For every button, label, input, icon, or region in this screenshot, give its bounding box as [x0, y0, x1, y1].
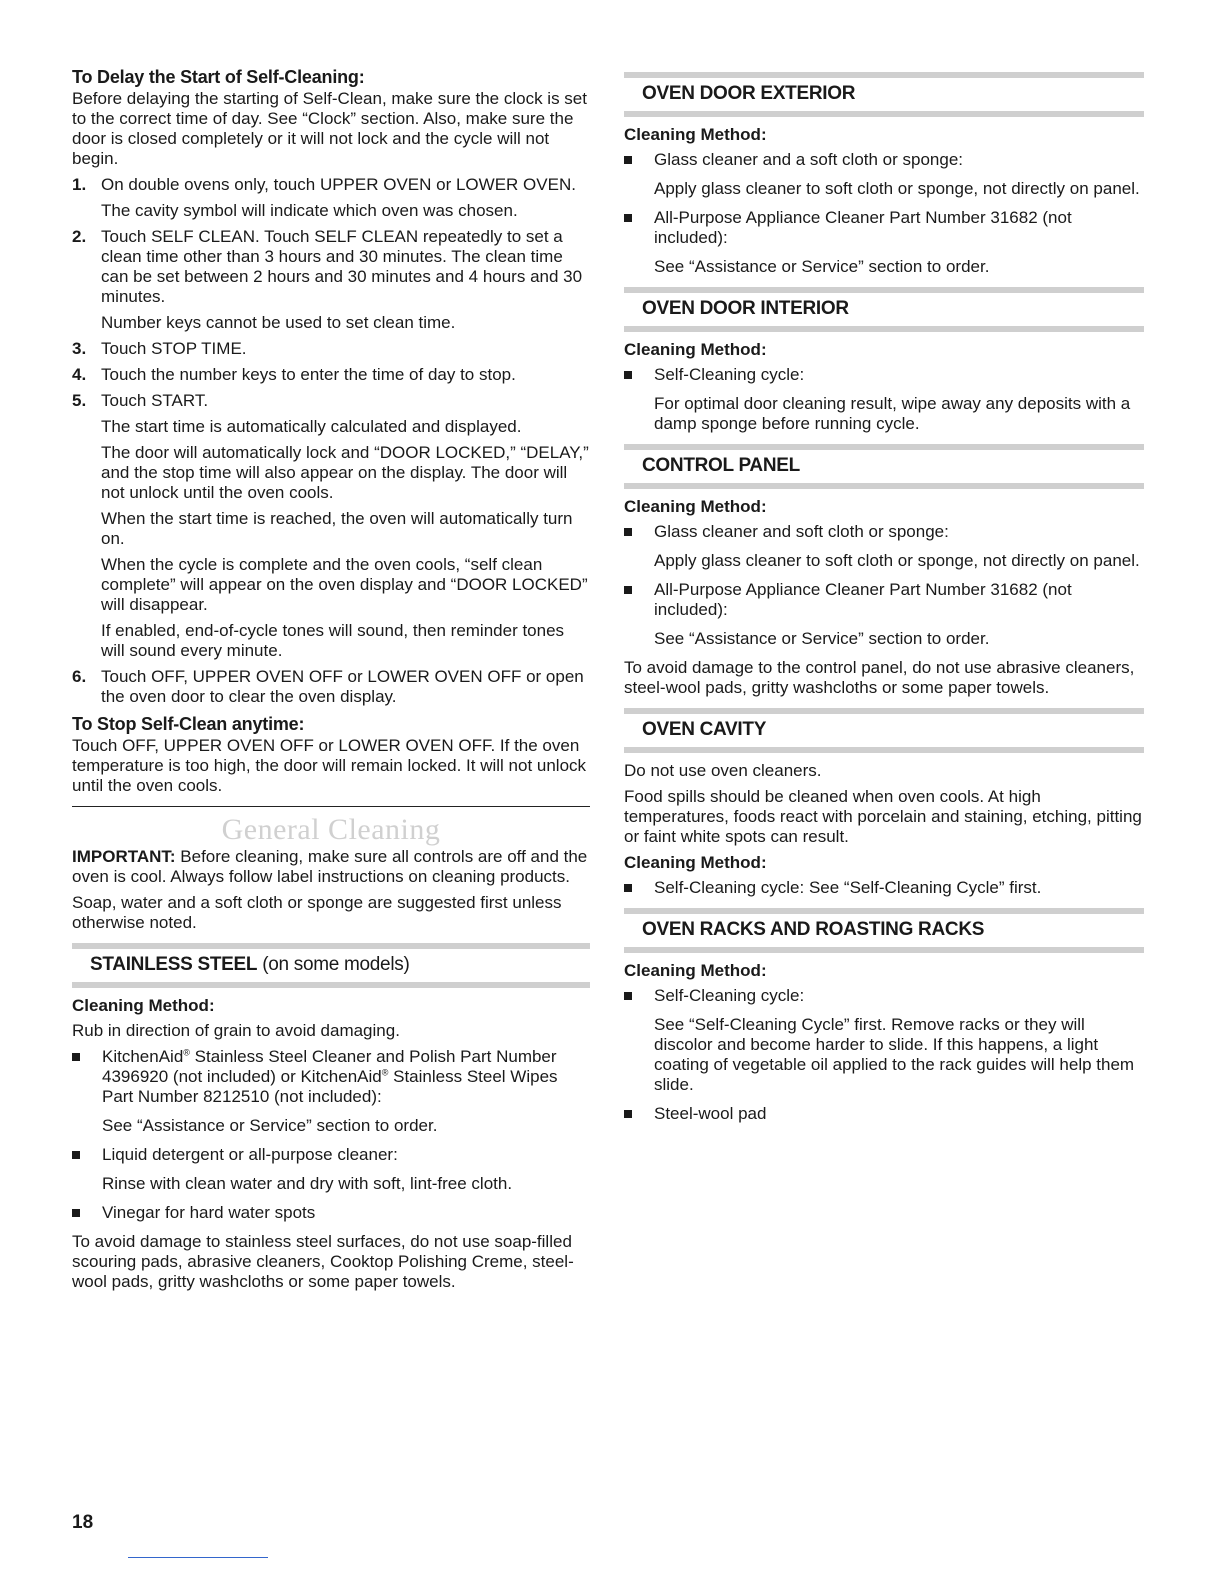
- bullet-square-icon: [624, 992, 632, 1000]
- stainless-title-text: STAINLESS STEEL: [90, 954, 258, 975]
- bullet-square-icon: [72, 1209, 80, 1217]
- soap-note: Soap, water and a soft cloth or sponge are suggested first unless otherwise noted.: [72, 893, 562, 932]
- bullet-square-icon: [72, 1151, 80, 1159]
- bullet-square-icon: [624, 528, 632, 536]
- door-ext-bullet-1-sub: Apply glass cleaner to soft cloth or sponge, not directly on panel.: [654, 179, 1140, 198]
- step-text: If enabled, end-of-cycle tones will sound, then reminder tones will sound every minute.: [101, 621, 565, 660]
- stainless-title: [90, 954, 409, 975]
- step-number: 6.: [72, 667, 87, 686]
- important-label: IMPORTANT:: [72, 847, 176, 866]
- right-column: [624, 66, 1144, 1133]
- control-panel-title: CONTROL PANEL: [642, 455, 800, 476]
- cleaning-method-label: Cleaning Method:: [624, 497, 767, 516]
- cavity-bullet-1: Self-Cleaning cycle: See “Self-Cleaning Cycle” first.: [654, 878, 1042, 897]
- oven-door-interior-header: [624, 287, 1144, 332]
- step-text: Touch the number keys to enter the time of day to stop.: [101, 365, 516, 384]
- step-text: When the start time is reached, the oven will automatically turn on.: [101, 509, 573, 548]
- bullet-square-icon: [624, 156, 632, 164]
- step-text: Number keys cannot be used to set clean time.: [101, 313, 456, 332]
- racks-bullet-1: Self-Cleaning cycle:: [654, 986, 805, 1005]
- list-item: [624, 365, 1144, 434]
- step-text: On double ovens only, touch UPPER OVEN or LOWER OVEN.: [101, 175, 576, 194]
- step-number: 5.: [72, 391, 87, 410]
- delay-steps: [72, 175, 590, 707]
- cleaning-method-label: Cleaning Method:: [72, 996, 215, 1015]
- step-number: 4.: [72, 365, 87, 384]
- oven-cavity-header: [624, 708, 1144, 753]
- cavity-text-1: Do not use oven cleaners.: [624, 761, 822, 780]
- door-int-bullets: [624, 365, 1144, 434]
- step-text: Touch START.: [101, 391, 209, 410]
- stop-heading: To Stop Self-Clean anytime:: [72, 714, 305, 734]
- control-bullet-2-sub: See “Assistance or Service” section to order.: [654, 629, 990, 648]
- cavity-text-2: Food spills should be cleaned when oven cools. At high temperatures, foods react with porcelain and staining, etching, pitting or faint white spots can result.: [624, 787, 1142, 846]
- step-text: Touch OFF, UPPER OVEN OFF or LOWER OVEN OFF or open the oven door to clear the oven display.: [101, 667, 584, 706]
- step-item: [72, 227, 590, 333]
- control-bullet-1: Glass cleaner and soft cloth or sponge:: [654, 522, 949, 541]
- list-item: [72, 1145, 590, 1194]
- stainless-bullet-2: Liquid detergent or all-purpose cleaner:: [102, 1145, 398, 1164]
- stainless-bullets: [72, 1047, 590, 1223]
- left-column: [72, 66, 590, 1298]
- racks-bullets: [624, 986, 1144, 1124]
- control-bullet-1-sub: Apply glass cleaner to soft cloth or sponge, not directly on panel.: [654, 551, 1140, 570]
- cleaning-method-label: Cleaning Method:: [624, 340, 767, 359]
- door-ext-bullet-1: Glass cleaner and a soft cloth or sponge:: [654, 150, 964, 169]
- bullet-square-icon: [624, 884, 632, 892]
- door-ext-bullets: [624, 150, 1144, 277]
- footer-line: [128, 1557, 268, 1558]
- stop-text: Touch OFF, UPPER OVEN OFF or LOWER OVEN OFF. If the oven temperature is too high, the door will remain locked. It will not unlock until the oven cools.: [72, 736, 587, 795]
- step-text: When the cycle is complete and the oven cools, “self clean complete” will appear on the oven display and “DOOR LOCKED” will disappear.: [101, 555, 588, 614]
- step-item: [72, 365, 590, 385]
- control-panel-header: [624, 444, 1144, 489]
- oven-door-exterior-title: OVEN DOOR EXTERIOR: [642, 83, 856, 104]
- oven-door-exterior-header: [624, 72, 1144, 117]
- step-item: [72, 391, 590, 661]
- stainless-bullet-1-sub: See “Assistance or Service” section to order.: [102, 1116, 438, 1135]
- oven-door-interior-title: OVEN DOOR INTERIOR: [642, 298, 849, 319]
- list-item: [624, 150, 1144, 199]
- control-bullets: [624, 522, 1144, 649]
- bullet-square-icon: [624, 1110, 632, 1118]
- page-number: 18: [72, 1512, 94, 1533]
- oven-racks-title: OVEN RACKS AND ROASTING RACKS: [642, 919, 985, 940]
- step-text: The cavity symbol will indicate which oven was chosen.: [101, 201, 518, 220]
- step-text: The door will automatically lock and “DOOR LOCKED,” “DELAY,” and the stop time will also appear on the display. The door will not unlock until the oven cools.: [101, 443, 589, 502]
- step-item: [72, 667, 590, 707]
- step-number: 2.: [72, 227, 87, 246]
- bullet-square-icon: [624, 371, 632, 379]
- step-number: 1.: [72, 175, 87, 194]
- control-outro: To avoid damage to the control panel, do not use abrasive cleaners, steel-wool pads, gritty washcloths or some paper towels.: [624, 658, 1135, 697]
- racks-bullet-2: Steel-wool pad: [654, 1104, 767, 1123]
- important-text: Before cleaning, make sure all controls are off and the oven is cool. Always follow label instructions on cleaning products.: [72, 847, 588, 886]
- door-ext-bullet-2-sub: See “Assistance or Service” section to order.: [654, 257, 990, 276]
- stainless-steel-header: [72, 943, 590, 988]
- list-item: [72, 1047, 590, 1136]
- list-item: [624, 1104, 1144, 1124]
- bullet-square-icon: [624, 214, 632, 222]
- stainless-intro: Rub in direction of grain to avoid damaging.: [72, 1021, 400, 1040]
- section-divider: [72, 806, 590, 807]
- bullet-square-icon: [624, 586, 632, 594]
- step-text: Touch SELF CLEAN. Touch SELF CLEAN repeatedly to set a clean time other than 3 hours and 30 minutes. The clean time can be set between 2 hours and 30 minutes and 4 hours and 30 minutes.: [101, 227, 583, 306]
- cleaning-method-label: Cleaning Method:: [624, 961, 767, 980]
- cleaning-method-label: Cleaning Method:: [624, 125, 767, 144]
- cleaning-method-label: Cleaning Method:: [624, 853, 767, 872]
- stainless-bullet-3: Vinegar for hard water spots: [102, 1203, 316, 1222]
- stainless-bullet-2-sub: Rinse with clean water and dry with soft, lint-free cloth.: [102, 1174, 513, 1193]
- list-item: [624, 986, 1144, 1095]
- stainless-outro: To avoid damage to stainless steel surfaces, do not use soap-filled scouring pads, abrasive cleaners, Cooktop Polishing Creme, steel-wool pads, gritty washcloths or some paper towels.: [72, 1232, 574, 1291]
- step-text: The start time is automatically calculated and displayed.: [101, 417, 522, 436]
- cavity-bullets: [624, 878, 1144, 898]
- oven-racks-header: [624, 908, 1144, 953]
- door-int-bullet-1: Self-Cleaning cycle:: [654, 365, 805, 384]
- important-note: [72, 847, 590, 887]
- door-int-bullet-1-sub: For optimal door cleaning result, wipe away any deposits with a damp sponge before running cycle.: [654, 394, 1131, 433]
- stainless-title-suffix: (on some models): [257, 954, 410, 975]
- list-item: [624, 878, 1144, 898]
- step-item: [72, 339, 590, 359]
- general-cleaning-title: General Cleaning: [221, 813, 441, 846]
- list-item: [624, 580, 1144, 649]
- delay-heading: To Delay the Start of Self-Cleaning:: [72, 67, 365, 87]
- oven-cavity-title: OVEN CAVITY: [642, 719, 767, 740]
- bullet-square-icon: [72, 1053, 80, 1061]
- racks-bullet-1-sub: See “Self-Cleaning Cycle” first. Remove racks or they will discolor and become harder to slide. If this happens, a light coating of vegetable oil applied to the rack guides will help them slide.: [654, 1015, 1135, 1094]
- list-item: [624, 208, 1144, 277]
- stainless-bullet-1: KitchenAid® Stainless Steel Cleaner and Polish Part Number 4396920 (not included) or KitchenAid® Stainless Steel Wipes Part Number 8212510 (not included):: [102, 1047, 558, 1106]
- control-bullet-2: All-Purpose Appliance Cleaner Part Number 31682 (not included):: [654, 580, 1072, 619]
- list-item: [624, 522, 1144, 571]
- step-item: [72, 175, 590, 221]
- delay-intro: Before delaying the starting of Self-Clean, make sure the clock is set to the correct time of day. See “Clock” section. Also, make sure the door is closed completely or it will not lock and the cycle will not begin.: [72, 89, 587, 168]
- step-number: 3.: [72, 339, 87, 358]
- list-item: [72, 1203, 590, 1223]
- door-ext-bullet-2: All-Purpose Appliance Cleaner Part Number 31682 (not included):: [654, 208, 1072, 247]
- step-text: Touch STOP TIME.: [101, 339, 247, 358]
